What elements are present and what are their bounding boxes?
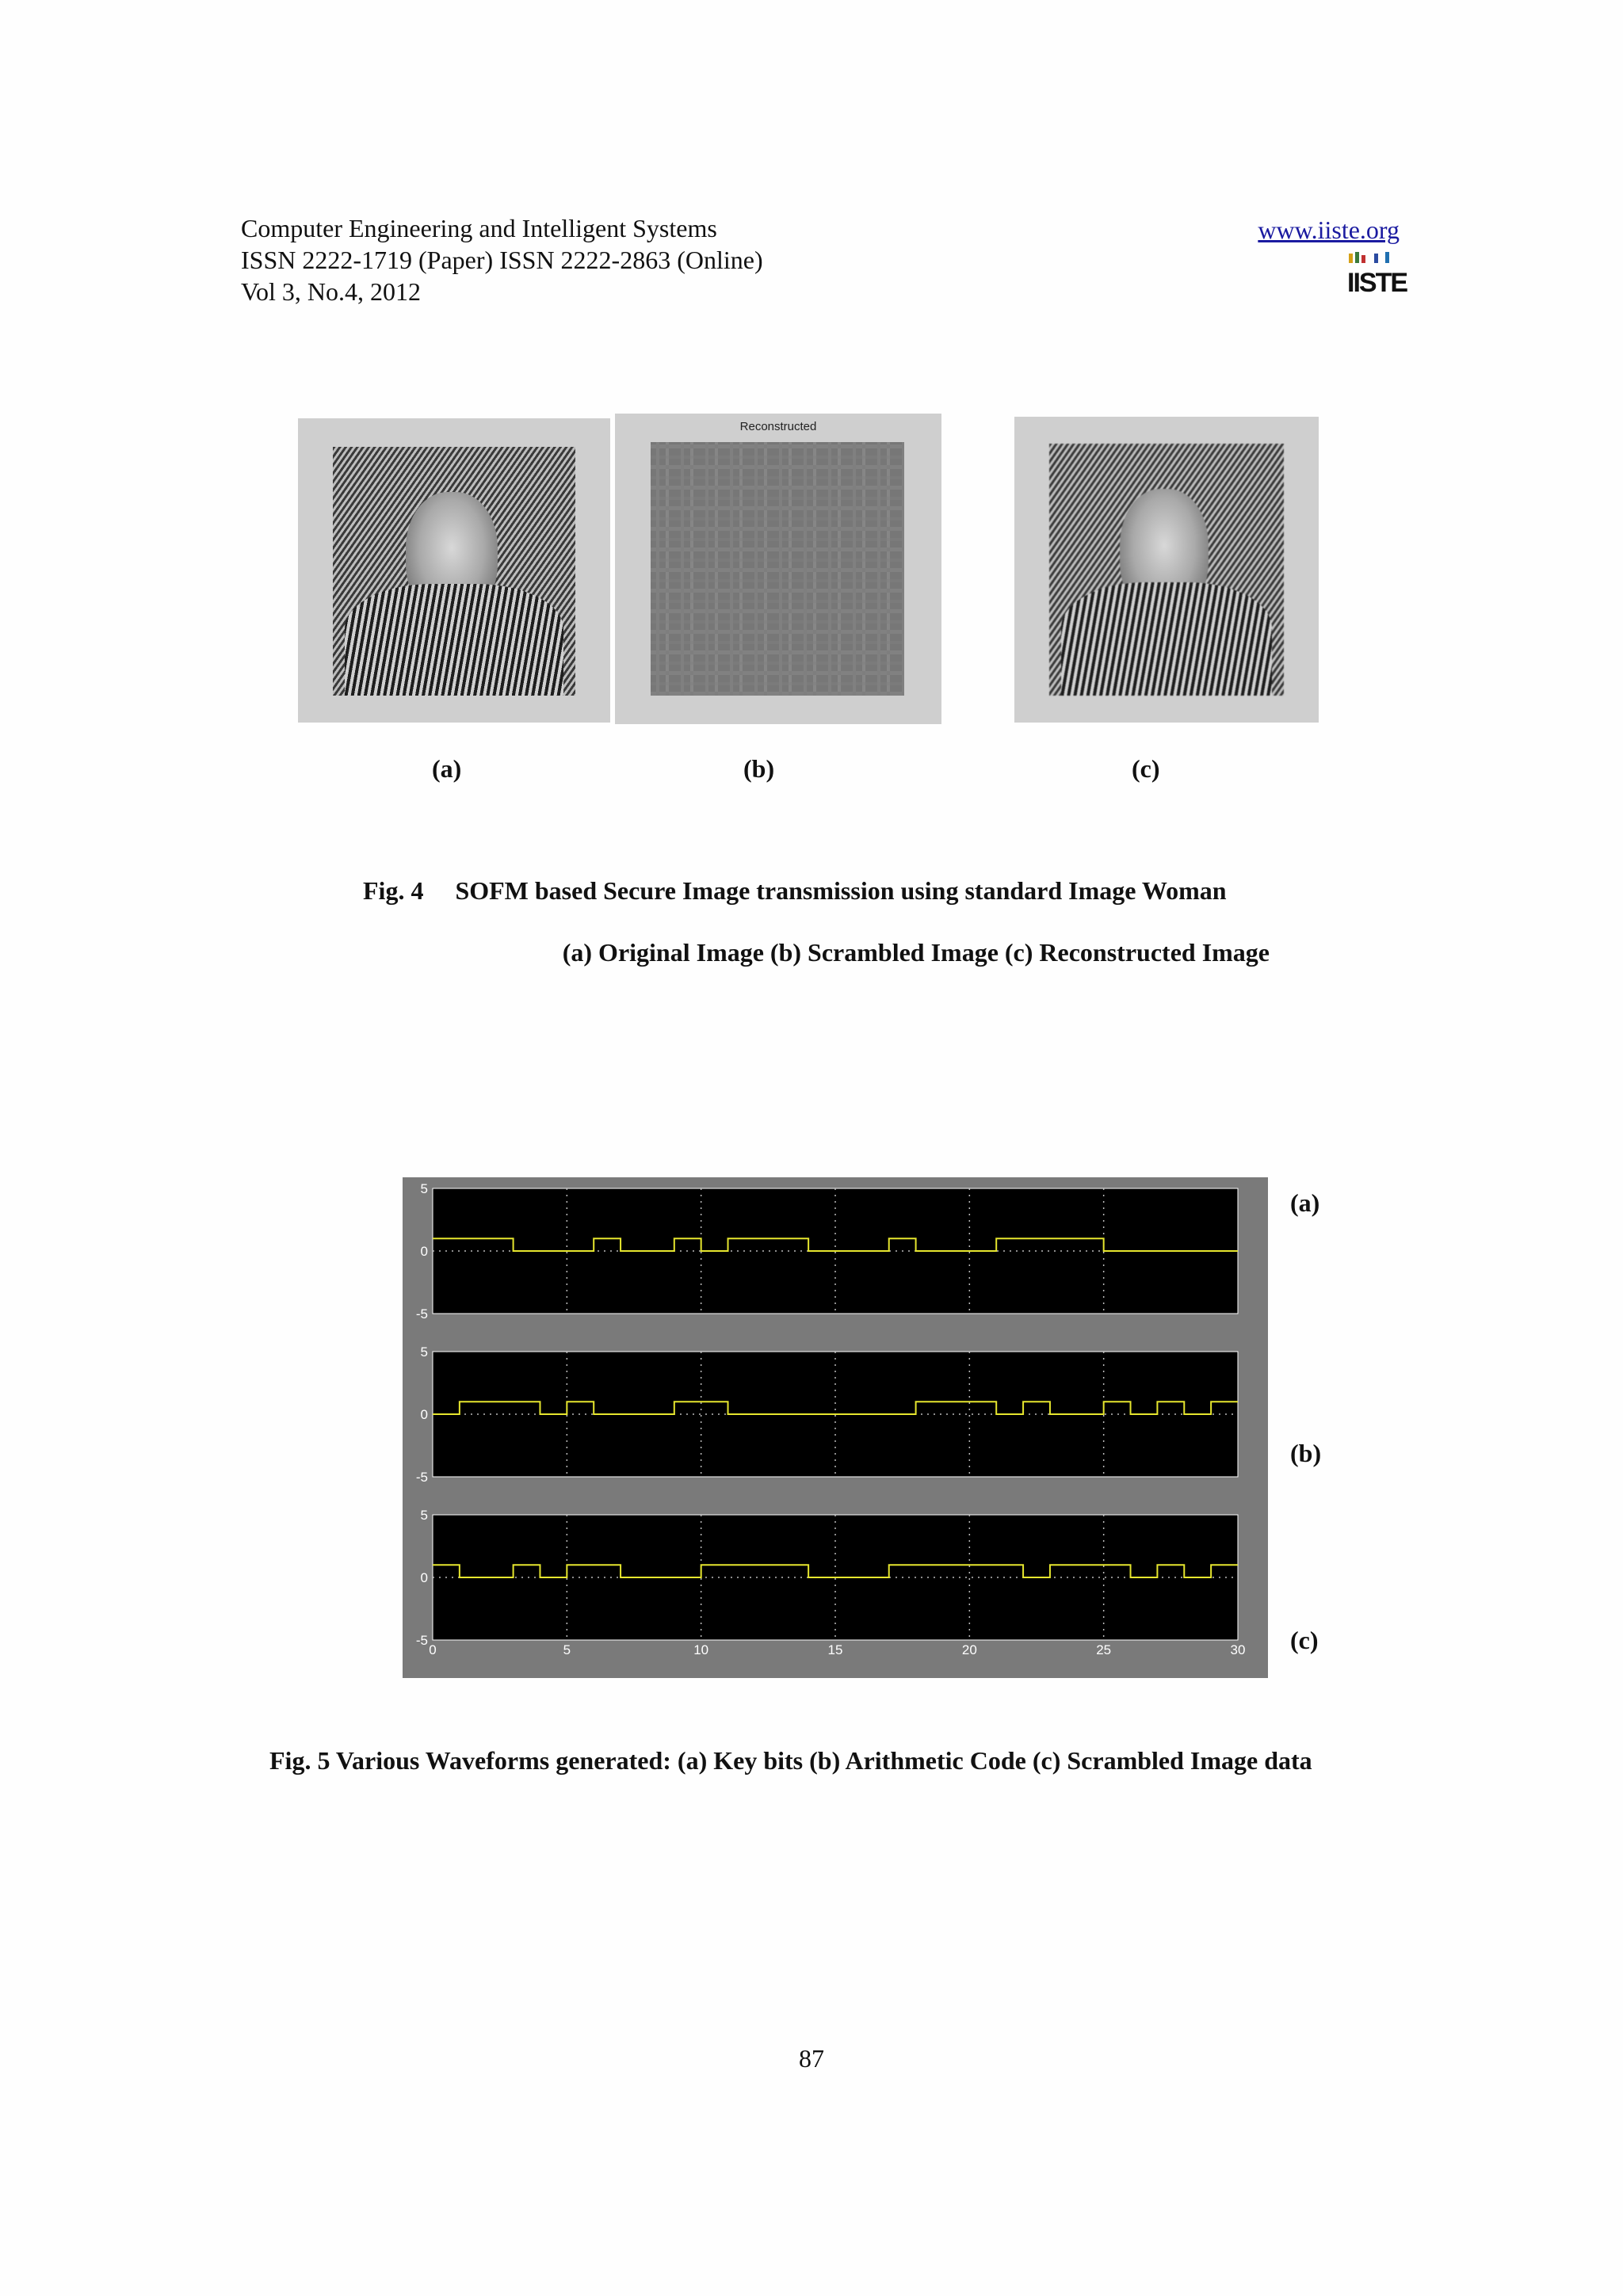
- fig4-panel-c: [1014, 417, 1319, 723]
- x-tick-label: 0: [429, 1642, 437, 1657]
- reconstructed-image-scarf: [1061, 582, 1272, 696]
- x-tick-label: 30: [1230, 1642, 1246, 1657]
- y-tick-label: 0: [420, 1244, 428, 1259]
- fig4-label-b: (b): [743, 754, 775, 783]
- y-tick-label: 5: [420, 1181, 428, 1196]
- y-tick-label: 5: [420, 1344, 428, 1360]
- fig4-panel-b: [615, 414, 941, 724]
- x-tick-label: 10: [693, 1642, 709, 1657]
- volume-line: Vol 3, No.4, 2012: [241, 277, 421, 306]
- x-tick-label: 20: [961, 1642, 977, 1657]
- y-tick-label: -5: [415, 1306, 428, 1322]
- y-tick-label: -5: [415, 1470, 428, 1485]
- issn-line: ISSN 2222-1719 (Paper) ISSN 2222-2863 (Online): [241, 246, 763, 274]
- page-number: 87: [799, 2044, 824, 2073]
- journal-title: Computer Engineering and Intelligent Systems: [241, 214, 717, 242]
- fig5-scope-frame: [403, 1177, 1268, 1678]
- scrambled-image: [651, 442, 904, 696]
- y-tick-label: 5: [420, 1508, 428, 1523]
- fig4-panel-a: [298, 418, 610, 723]
- x-tick-label: 25: [1096, 1642, 1112, 1657]
- fig4-label-a: (a): [432, 754, 462, 783]
- fig5-caption: Fig. 5 Various Waveforms generated: (a) Key bits (b) Arithmetic Code (c) Scrambled Image data: [269, 1746, 1312, 1775]
- iiste-logo-text: IISTE: [1347, 268, 1407, 298]
- website-link[interactable]: www.iiste.org: [1258, 215, 1400, 244]
- original-image-scarf: [345, 584, 563, 696]
- y-tick-label: -5: [415, 1633, 428, 1648]
- x-tick-label: 15: [827, 1642, 843, 1657]
- fig5-waveform-chart: [403, 1177, 1268, 1678]
- y-tick-label: 0: [420, 1570, 428, 1585]
- iiste-logo: [1347, 250, 1407, 304]
- y-tick-label: 0: [420, 1407, 428, 1422]
- fig4-label-c: (c): [1132, 754, 1160, 783]
- fig5-label-a: (a): [1290, 1188, 1320, 1217]
- fig5-label-b: (b): [1290, 1439, 1322, 1467]
- reconstructed-image: [1049, 444, 1284, 696]
- fig4-caption-line2: (a) Original Image (b) Scrambled Image (c) Reconstructed Image: [562, 938, 1270, 967]
- fig4-caption-line1: Fig. 4 SOFM based Secure Image transmission using standard Image Woman: [363, 876, 1227, 905]
- x-tick-label: 5: [563, 1642, 571, 1657]
- reconstructed-title: Reconstructed: [739, 420, 817, 433]
- original-image: [333, 447, 575, 696]
- fig5-label-c: (c): [1290, 1626, 1319, 1654]
